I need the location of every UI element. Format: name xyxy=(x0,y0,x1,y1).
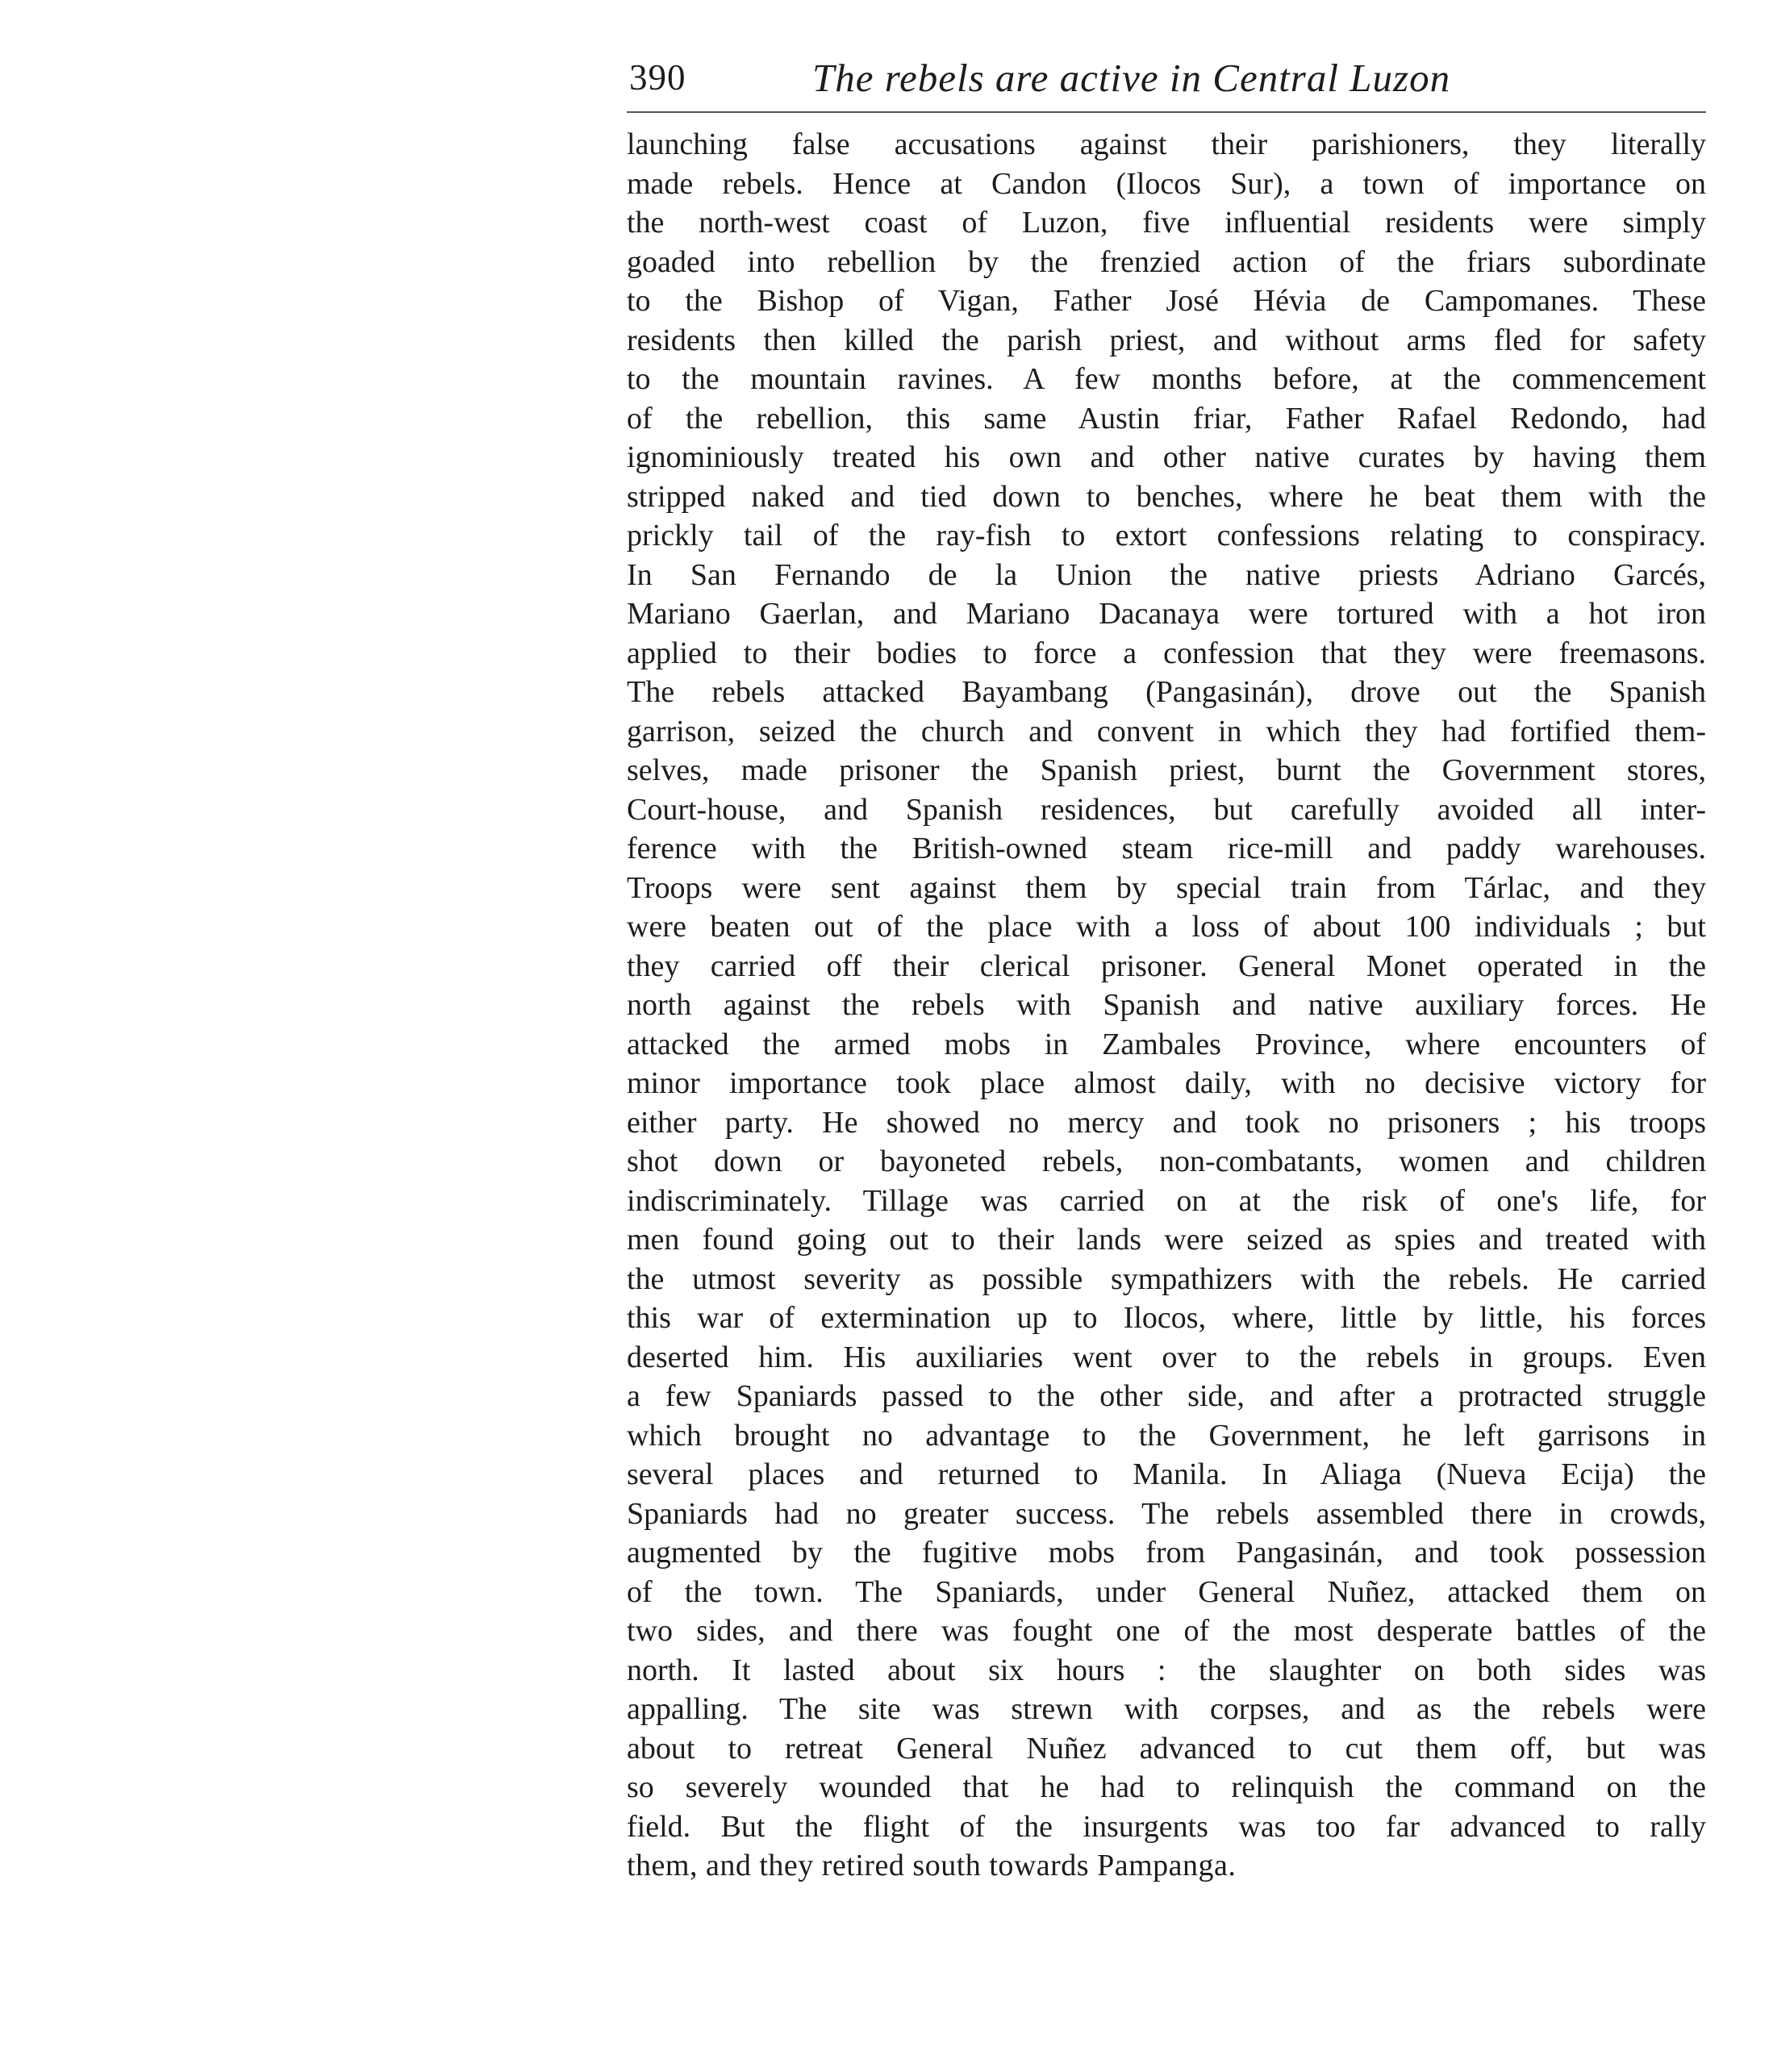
text-line: minor importance took place almost daily, with no decisive victory for xyxy=(627,1066,1706,1100)
text-line: the utmost severity as possible sympathizers with the rebels. He carried xyxy=(627,1261,1706,1296)
text-line: selves, made prisoner the Spanish priest, burnt the Government stores, xyxy=(627,753,1706,787)
text-line: Troops were sent against them by special train from Tárlac, and they xyxy=(627,870,1706,905)
text-line: goaded into rebellion by the frenzied action of the friars subordinate xyxy=(627,244,1706,279)
text-line: so severely wounded that he had to relinquish the command on the xyxy=(627,1770,1706,1804)
text-line: which brought no advantage to the Government, he left garrisons in xyxy=(627,1418,1706,1453)
text-line: to the Bishop of Vigan, Father José Hévia de Campomanes. These xyxy=(627,284,1706,318)
text-line: Court-house, and Spanish residences, but carefully avoided all inter- xyxy=(627,792,1706,827)
text-line: ference with the British-owned steam rice-mill and paddy warehouses. xyxy=(627,832,1706,865)
text-line: north against the rebels with Spanish and native auxiliary forces. He xyxy=(627,988,1706,1022)
text-line: deserted him. His auxiliaries went over to the rebels in groups. Even xyxy=(627,1340,1706,1374)
body-text xyxy=(627,125,1706,1886)
text-line: applied to their bodies to force a confession that they were freemasons. xyxy=(627,636,1706,670)
text-line: shot down or bayoneted rebels, non-combatants, women and children xyxy=(627,1144,1706,1178)
text-line: indiscriminately. Tillage was carried on at the risk of one's life, for xyxy=(627,1183,1706,1218)
text-line: men found going out to their lands were seized as spies and treated with xyxy=(627,1223,1706,1257)
text-line: to the mountain ravines. A few months before, at the commencement xyxy=(627,362,1706,396)
text-line: ignominiously treated his own and other native curates by having them xyxy=(627,440,1706,474)
text-line: several places and returned to Manila. In Aliaga (Nueva Ecija) the xyxy=(627,1457,1706,1491)
page-number: 390 xyxy=(629,57,686,98)
text-line: garrison, seized the church and convent in which they had fortified them- xyxy=(627,714,1706,748)
text-line: either party. He showed no mercy and took no prisoners ; his troops xyxy=(627,1105,1706,1140)
text-line: a few Spaniards passed to the other side, and after a protracted struggle xyxy=(627,1379,1706,1413)
text-line: appalling. The site was strewn with corpses, and as the rebels were xyxy=(627,1692,1706,1726)
text-line: them, and they retired south towards Pampanga. xyxy=(627,1849,1237,1882)
text-line: the north-west coast of Luzon, five influential residents were simply xyxy=(627,206,1706,240)
text-line: of the town. The Spaniards, under General Nuñez, attacked them on xyxy=(627,1574,1706,1609)
text-line: Spaniards had no greater success. The rebels assembled there in crowds, xyxy=(627,1496,1706,1531)
text-line: about to retreat General Nuñez advanced to cut them off, but was xyxy=(627,1731,1706,1766)
text-line: field. But the flight of the insurgents was too far advanced to rally xyxy=(627,1809,1706,1844)
text-line: they carried off their clerical prisoner. General Monet operated in the xyxy=(627,948,1706,983)
text-line: Mariano Gaerlan, and Mariano Dacanaya were tortured with a hot iron xyxy=(627,597,1706,631)
text-line: residents then killed the parish priest, and without arms fled for safety xyxy=(627,323,1706,357)
text-line: In San Fernando de la Union the native priests Adriano Garcés, xyxy=(627,557,1706,592)
text-line: stripped naked and tied down to benches, where he beat them with the xyxy=(627,479,1706,514)
text-line: augmented by the fugitive mobs from Pangasinán, and took possession xyxy=(627,1536,1706,1570)
text-line: this war of extermination up to Ilocos, where, little by little, his forces xyxy=(627,1301,1706,1335)
text-line: two sides, and there was fought one of the most desperate battles of the xyxy=(627,1614,1706,1648)
text-line: prickly tail of the ray-fish to extort confessions relating to conspiracy. xyxy=(627,519,1706,552)
text-line: were beaten out of the place with a loss of about 100 individuals ; but xyxy=(627,910,1706,944)
text-line: attacked the armed mobs in Zambales Province, where encounters of xyxy=(627,1027,1706,1061)
text-line: made rebels. Hence at Candon (Ilocos Sur), a town of importance on xyxy=(627,166,1706,201)
text-line: launching false accusations against their parishioners, they literally xyxy=(627,127,1706,161)
page-header xyxy=(627,50,1706,113)
text-line: The rebels attacked Bayambang (Pangasinán), drove out the Spanish xyxy=(627,675,1706,709)
text-line: north. It lasted about six hours : the slaughter on both sides was xyxy=(627,1653,1706,1687)
text-line: of the rebellion, this same Austin friar, Father Rafael Redondo, had xyxy=(627,401,1706,436)
running-title: The rebels are active in Central Luzon xyxy=(812,56,1451,100)
